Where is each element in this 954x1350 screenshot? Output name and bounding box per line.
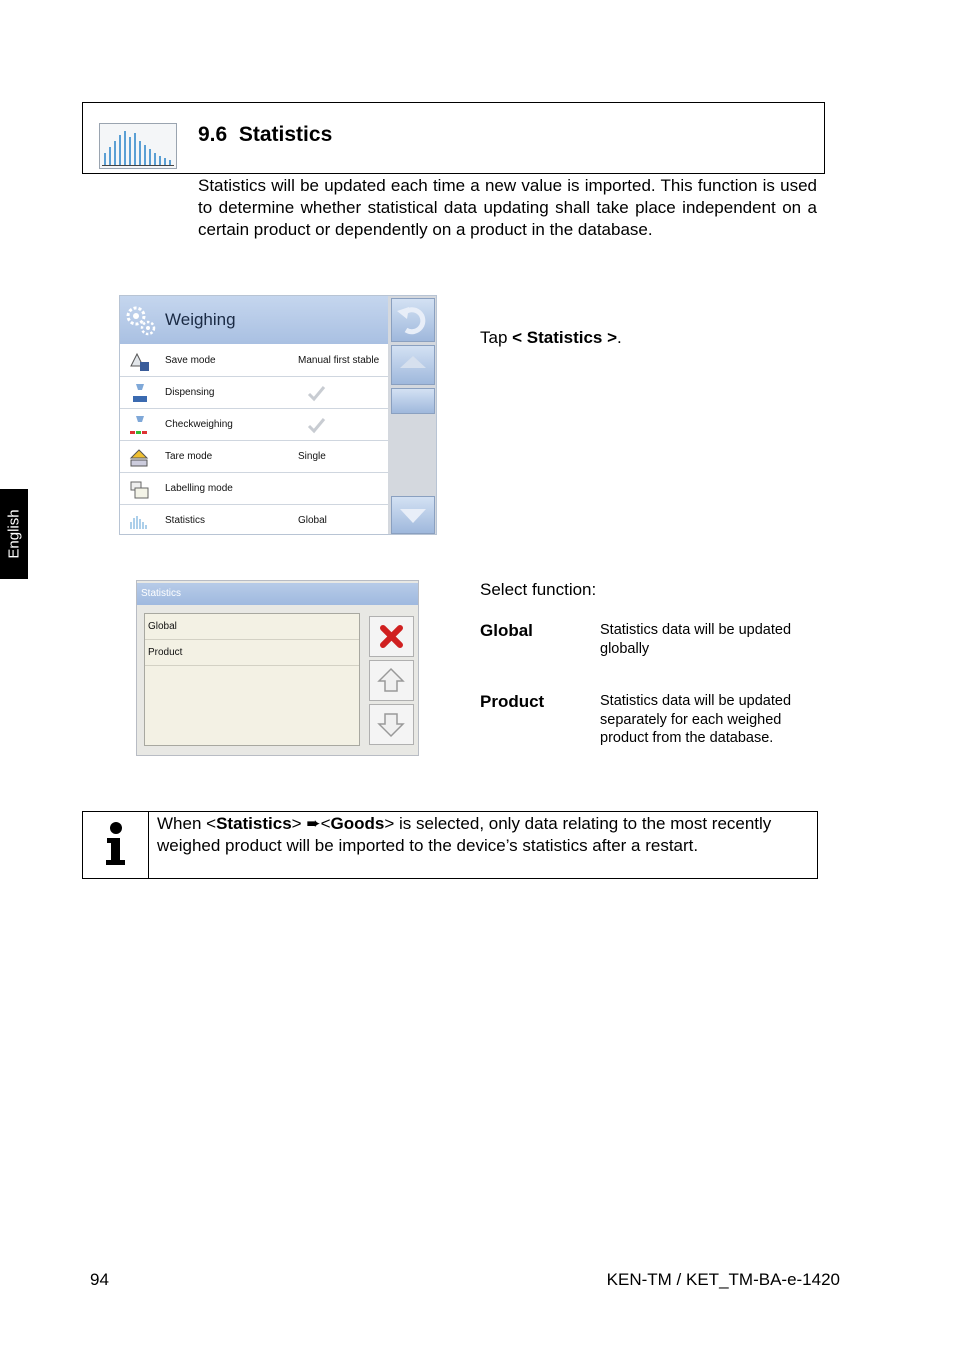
menu-header (120, 296, 388, 344)
statistics-icon (128, 510, 150, 532)
intro-paragraph: Statistics will be updated each time a new value is imported. This function is used to determine whether statistical data updating shall take place independent on a certain product or dependently on a product in the database. (198, 176, 817, 239)
language-label: English (5, 509, 23, 559)
option-desc-global: Statistics data will be updated globally (600, 622, 792, 657)
save-mode-icon (128, 350, 150, 372)
menu-item-dispensing[interactable] (120, 377, 388, 409)
menu-item-label: Save mode (165, 355, 216, 366)
menu-item-value: Single (298, 451, 326, 462)
menu-item-labelling-mode[interactable] (120, 473, 388, 505)
dialog-title: Statistics (141, 588, 182, 599)
option-global[interactable]: Global (145, 614, 359, 640)
arrow-down-icon (370, 705, 413, 744)
option-desc-product: Statistics data will be updated separately for each weighed product from the database. (600, 693, 792, 746)
section-number: 9.6 (198, 123, 228, 146)
weighing-menu-screenshot (119, 295, 437, 535)
undo-arrow-icon (392, 299, 434, 341)
menu-item-label: Labelling mode (165, 483, 233, 494)
document-id: KEN-TM / KET_TM-BA-e-1420 (606, 1270, 840, 1289)
menu-title: Weighing (165, 310, 236, 329)
section-title-text: Statistics (238, 123, 333, 146)
select-function-label: Select function: (480, 580, 597, 599)
menu-item-value: Manual first stable (298, 355, 380, 366)
tap-target: < Statistics > (512, 328, 618, 347)
scroll-up-button[interactable] (391, 345, 435, 385)
dispensing-icon (128, 382, 150, 404)
bar-chart-icon (99, 123, 177, 169)
info-icon-cell (83, 812, 149, 878)
checkmark-icon (305, 414, 327, 436)
arrow-right-icon: ➨ (306, 814, 321, 833)
menu-item-label: Dispensing (165, 387, 215, 398)
menu-sidebar (388, 296, 437, 535)
note-part: > is selected, only data relating to the most recently weighed product will be imported to the device’s statistics after a restart. (157, 814, 772, 855)
menu-item-label: Tare mode (165, 451, 213, 462)
section-title (198, 123, 332, 147)
tap-prefix: Tap (480, 328, 513, 347)
menu-item-value: Global (298, 515, 327, 526)
info-note (82, 811, 818, 879)
menu-item-checkweighing[interactable] (120, 409, 388, 441)
note-bold-goods: Goods (330, 814, 385, 833)
statistics-select-screenshot (136, 580, 419, 756)
back-button[interactable] (391, 298, 435, 342)
menu-item-label: Checkweighing (165, 419, 233, 430)
note-text (157, 813, 807, 857)
menu-item-tare-mode[interactable] (120, 441, 388, 473)
note-part: When < (157, 814, 217, 833)
option-name-product: Product (480, 692, 545, 711)
note-bold-statistics: Statistics (216, 814, 292, 833)
tap-instruction (480, 328, 622, 348)
note-part: > (291, 814, 307, 833)
info-icon (103, 821, 129, 867)
labelling-mode-icon (128, 478, 150, 500)
close-icon (370, 617, 413, 656)
option-product[interactable]: Product (145, 640, 359, 666)
menu-list (120, 345, 388, 535)
checkweighing-icon (128, 414, 150, 436)
cancel-button[interactable] (369, 616, 414, 657)
menu-item-label: Statistics (165, 515, 206, 526)
section-heading (82, 102, 825, 174)
option-name-global: Global (480, 621, 533, 640)
page-number: 94 (90, 1270, 109, 1289)
menu-item-save-mode[interactable] (120, 345, 388, 377)
gears-icon (124, 304, 158, 338)
tap-suffix: . (617, 328, 622, 347)
menu-item-statistics[interactable] (120, 505, 388, 535)
arrow-up-icon (370, 661, 413, 700)
up-button[interactable] (369, 660, 414, 701)
checkmark-icon (305, 382, 327, 404)
scroll-handle[interactable] (391, 388, 435, 414)
dialog-title-bar (137, 583, 419, 605)
note-part: < (320, 814, 331, 833)
arrow-up-icon (392, 346, 434, 384)
language-tab (0, 489, 28, 579)
option-list (144, 613, 360, 746)
arrow-down-icon (392, 497, 434, 533)
down-button[interactable] (369, 704, 414, 745)
scroll-down-button[interactable] (391, 496, 435, 534)
tare-mode-icon (128, 446, 150, 468)
